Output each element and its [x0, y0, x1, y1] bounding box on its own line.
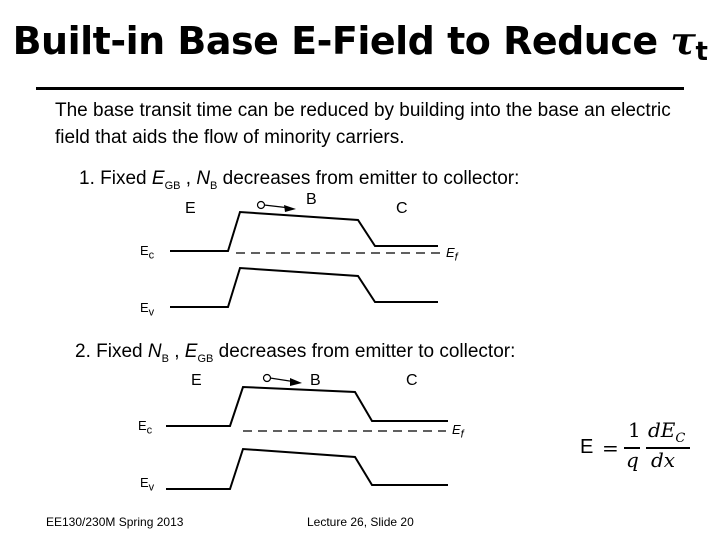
- equation-lhs: E: [580, 436, 594, 458]
- band-2-ec-label: $E_c$: [138, 418, 153, 437]
- band-1-valence: [170, 268, 438, 307]
- band-2-electron: [264, 375, 271, 382]
- tau-subscript: t: [695, 37, 708, 67]
- case-1-heading: 1. Fixed $E_{GB}$ , $N_B$ decreases from emitter to collector:: [79, 168, 520, 192]
- intro-paragraph: The base transit time can be reduced by building into the base an electric field that aids the flow of minority carriers.: [55, 100, 671, 148]
- equation-equals: =: [602, 436, 619, 460]
- band-1-ef-label: $E_f$: [446, 245, 458, 264]
- band-1-ev-label: $E_v$: [140, 300, 155, 319]
- band-1-electron: [258, 202, 265, 209]
- footer-course: EE130/230M Spring 2013: [46, 515, 184, 529]
- band-2-valence: [166, 449, 448, 489]
- band-2-ev-label: $E_v$: [140, 475, 155, 494]
- equation-denominator-1: q: [626, 448, 639, 472]
- band-2-conduction: [166, 387, 448, 426]
- band-1-electron-arrow: [284, 205, 296, 212]
- band-2-ef-label: $E_f$: [452, 422, 464, 441]
- equation-numerator-2: $dE_C$: [648, 418, 686, 446]
- footer-slide-number: Lecture 26, Slide 20: [307, 515, 414, 529]
- tau-symbol: τ: [670, 18, 696, 63]
- band-2-base-label: B: [310, 372, 321, 389]
- band-1-base-label: B: [306, 191, 317, 208]
- field-equation: [580, 416, 690, 476]
- case-2-heading: 2. Fixed $N_B$ , $E_{GB}$ decreases from emitter to collector:: [75, 341, 516, 365]
- band-2-emitter-label: E: [191, 372, 202, 389]
- equation-denominator-2: dx: [651, 448, 676, 472]
- band-1-emitter-label: E: [185, 200, 196, 217]
- band-1-ec-label: $E_c$: [140, 243, 155, 262]
- band-2-collector-label: C: [406, 372, 418, 389]
- band-1-collector-label: C: [396, 200, 408, 217]
- equation-numerator-1: 1: [628, 418, 641, 442]
- slide-title-text: Built-in Base E-Field to Reduce: [12, 19, 671, 63]
